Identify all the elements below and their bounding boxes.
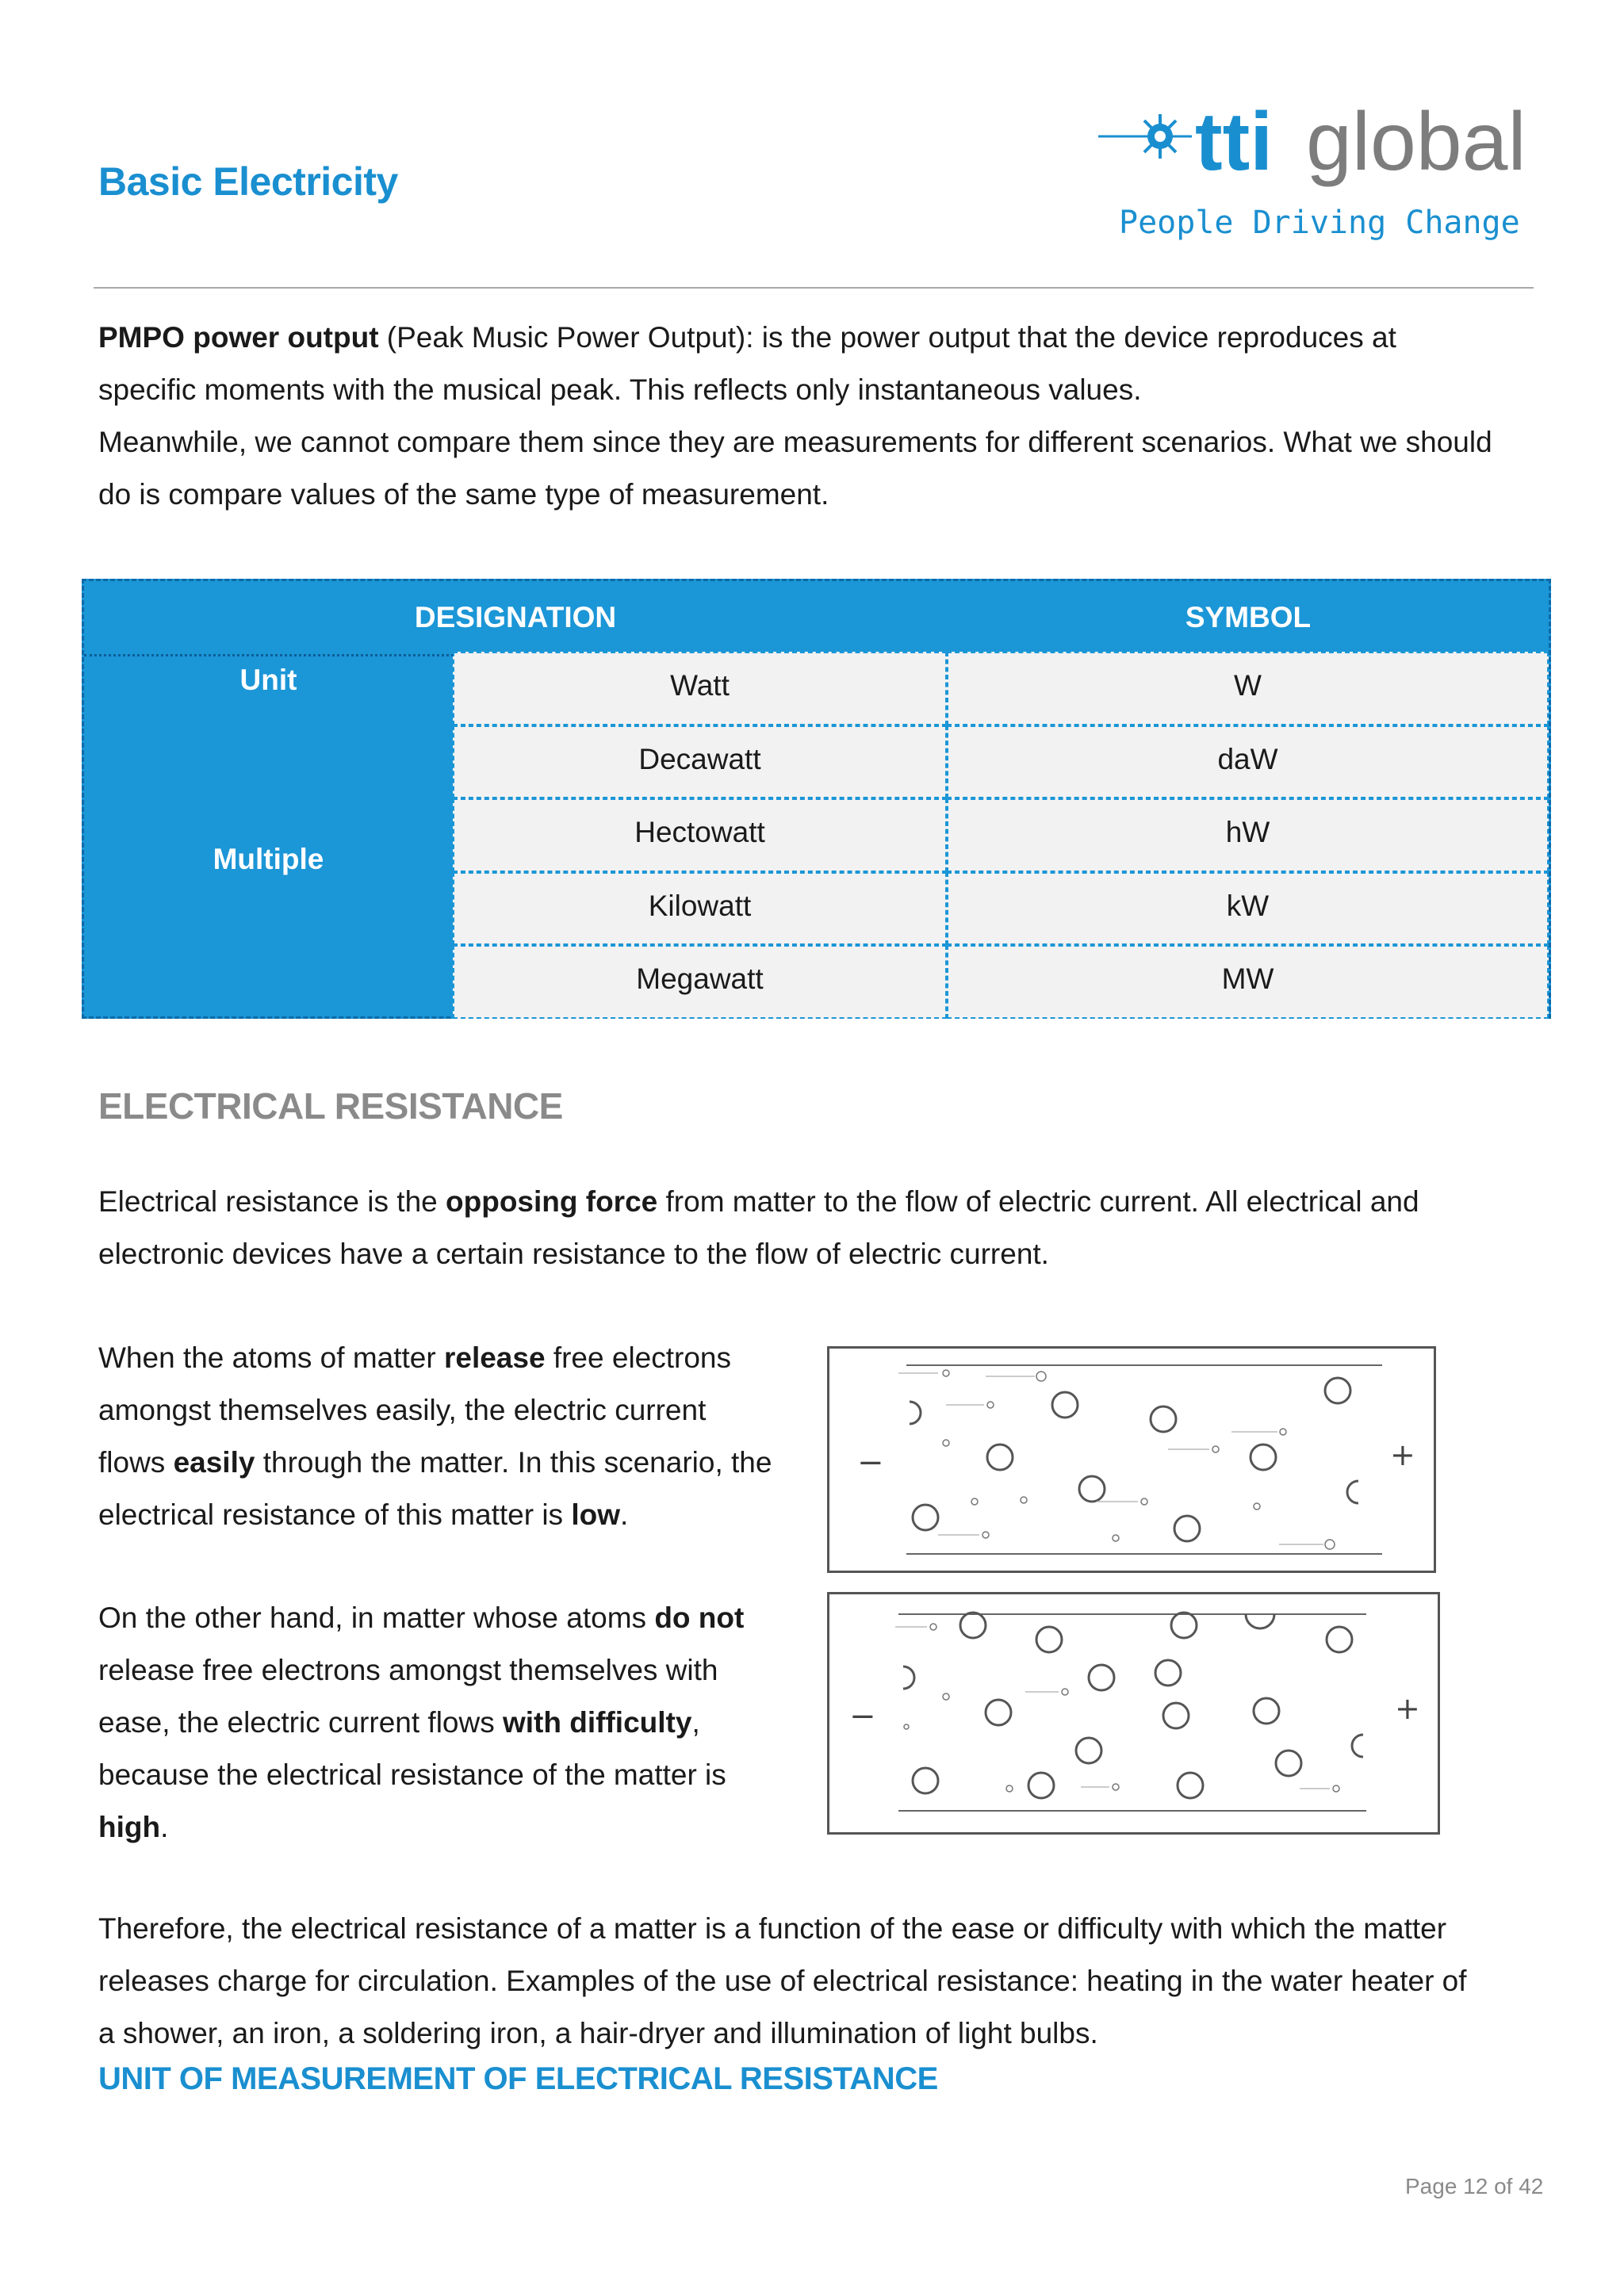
resistance-paragraph-1 (98, 1176, 1542, 1280)
text-run: , (691, 1706, 700, 1739)
text-run: . (160, 1811, 169, 1843)
text-run: ease, the electric current flows (98, 1706, 503, 1739)
text-run: flows (98, 1446, 174, 1479)
text-run: from matter to the flow of electric current. All electrical and (657, 1185, 1419, 1218)
designation-cell (453, 725, 947, 799)
star-burst-icon (1098, 114, 1192, 159)
document-title: Basic Electricity (98, 159, 398, 204)
symbol-cell (947, 725, 1549, 799)
header-divider (94, 287, 1534, 289)
bold-run: low (571, 1498, 620, 1531)
bold-run: with difficulty (503, 1706, 692, 1739)
logo-tti: tti (1195, 96, 1274, 188)
resistance-paragraph-conclusion (98, 1903, 1542, 2060)
cell-text: daW (1217, 742, 1278, 775)
pmpo-line-3: Meanwhile, we cannot compare them since they are measurements for different scenarios. What we should (98, 426, 1492, 458)
text-run: . (620, 1498, 629, 1531)
symbol-cell (947, 652, 1549, 725)
resistance-paragraph-high (98, 1592, 812, 1854)
symbol-cell (947, 945, 1549, 1019)
group-label-unit: Unit (239, 664, 297, 696)
group-label-multiple: Multiple (213, 843, 324, 875)
text-line: amongst themselves easily, the electric current (98, 1394, 707, 1426)
text-run: On the other hand, in matter whose atoms (98, 1601, 655, 1634)
designation-cell (453, 652, 947, 725)
cell-text: Kilowatt (648, 889, 752, 922)
cell-text: Watt (670, 669, 730, 702)
symbol-cell (947, 872, 1549, 946)
bold-run: opposing force (446, 1185, 658, 1218)
cell-text: W (1234, 669, 1262, 702)
designation-cell (453, 872, 947, 946)
page-number: Page 12 of 42 (1405, 2174, 1544, 2198)
power-units-table (82, 579, 1551, 1019)
text-line: electronic devices have a certain resistance to the flow of electric current. (98, 1238, 1049, 1270)
bold-run: release (443, 1341, 546, 1374)
header-symbol: SYMBOL (1185, 601, 1312, 633)
cell-text: kW (1226, 889, 1270, 922)
symbol-cell (947, 798, 1549, 872)
cell-text: MW (1221, 962, 1274, 995)
pmpo-line-4: do is compare values of the same type of measurement. (98, 478, 829, 511)
pmpo-term: PMPO power output (98, 321, 379, 354)
minus-terminal: − (849, 1698, 876, 1735)
text-line: because the electrical resistance of the matter is (98, 1758, 726, 1791)
minus-terminal: − (857, 1445, 884, 1481)
text-line: releases charge for circulation. Examples of the use of electrical resistance: heating in the water heater of (98, 1965, 1467, 1997)
bold-run: easily (173, 1446, 255, 1479)
bold-run: do not (654, 1601, 745, 1634)
text-line: release free electrons amongst themselves with (98, 1654, 718, 1686)
text-run: When the atoms of matter (98, 1341, 444, 1374)
logo-global: global (1306, 96, 1526, 188)
cell-text: Hectowatt (634, 816, 765, 848)
text-line: Therefore, the electrical resistance of a matter is a function of the ease or difficulty with which the matter (98, 1912, 1447, 1945)
section-heading-unit-of-measurement: UNIT OF MEASUREMENT OF ELECTRICAL RESISTANCE (98, 2061, 938, 2096)
cell-text: Megawatt (636, 962, 764, 995)
figure-frame (829, 1348, 1435, 1572)
high-resistance-diagram (827, 1592, 1440, 1835)
text-run: free electrons (545, 1341, 731, 1374)
text-run: Electrical resistance is the (98, 1185, 446, 1218)
low-resistance-diagram (827, 1346, 1436, 1573)
text-run: electrical resistance of this matter is (98, 1498, 572, 1531)
cell-text: Decawatt (638, 742, 761, 775)
logo-tagline: People Driving Change (1119, 205, 1520, 241)
designation-cell (453, 798, 947, 872)
cell-text: hW (1225, 816, 1270, 848)
header-designation: DESIGNATION (414, 601, 617, 633)
plus-terminal: + (1390, 1437, 1415, 1472)
bold-run: high (98, 1811, 161, 1843)
pmpo-line-2: specific moments with the musical peak. This reflects only instantaneous values. (98, 373, 1142, 406)
resistance-paragraph-low (98, 1332, 812, 1541)
text-line: a shower, an iron, a soldering iron, a hair-dryer and illumination of light bulbs. (98, 2017, 1098, 2049)
tti-global-logo (1098, 87, 1542, 262)
plus-terminal: + (1395, 1691, 1420, 1726)
pmpo-paragraph (98, 312, 1542, 521)
text-run: through the matter. In this scenario, the (255, 1446, 772, 1479)
pmpo-line-1: (Peak Music Power Output): is the power output that the device reproduces at (378, 321, 1396, 354)
designation-cell (453, 945, 947, 1019)
section-heading-resistance: ELECTRICAL RESISTANCE (98, 1085, 563, 1127)
